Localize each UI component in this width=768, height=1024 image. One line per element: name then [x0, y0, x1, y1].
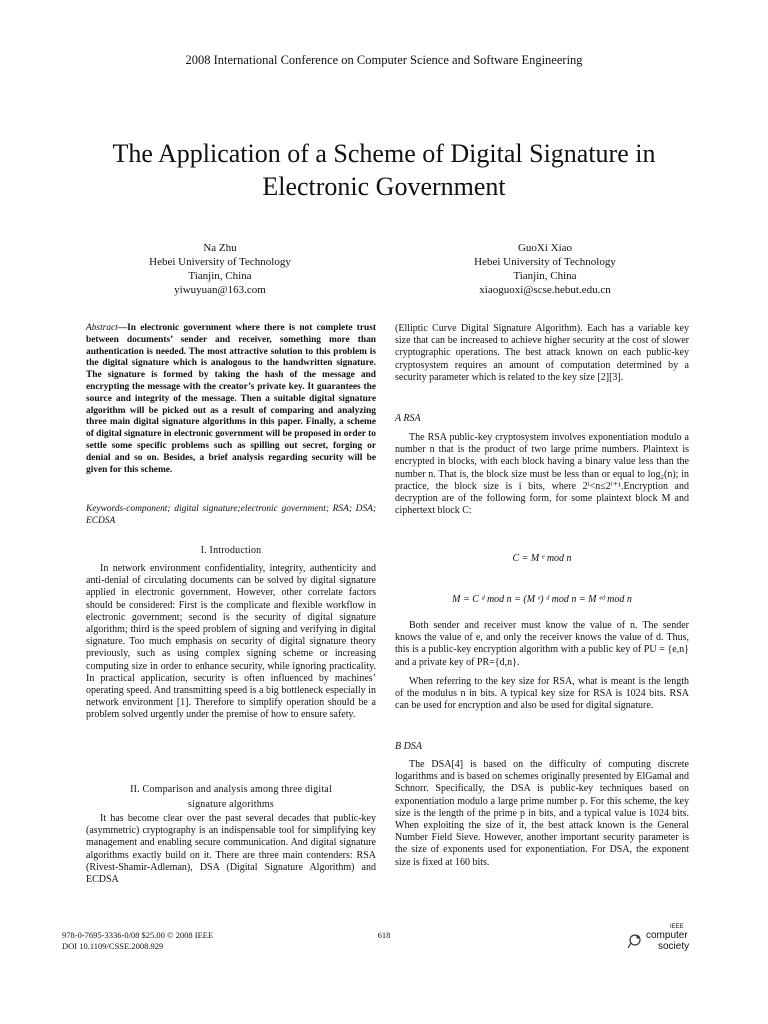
subsection-heading-rsa: A RSA [395, 413, 421, 424]
section-heading-introduction: I. Introduction [200, 545, 262, 556]
paragraph: The DSA[4] is based on the difficulty of computing discrete logarithms and is based on schemes originally presented by ElGamal and Schnorr. Specifically, the DSA is public-key techniques based on exponentiation modulo a large prime number p. For this scheme, the key size is the length of the prime p in bits, and a typical value is 1024 bits. When exploiting the size of it, the best attack known is the General Number Field Sieve. However, another important security parameter is the size of exponents used for exponentiation. For DSA, the exponent size is fixed at 160 bits. [395, 759, 689, 868]
paragraph: In network environment confidentiality, integrity, authenticity and anti-denial of circulating documents can be solved by digital signature applied in electronic government. However, other correlate factors should be considered: First is the complicate and flexible workflow in electronic government; second is the security of digital signature algorithm; third is the speed problem of signing and verifying in digital signature. Too much emphasis on security of digital signature theory previously, such as using complex signing scheme or increasing computing size in order to enhance security, while ignoring practicality. In practical application, security is often influenced by machines’ operating speed. And transmitting speed is a big bottleneck especially in network environment [1]. Therefore to simplify operation should be a problem solved urgently under the premise of how to ensure safety. [86, 563, 376, 721]
author-affiliation: Hebei University of Technology [149, 256, 291, 268]
section-heading-comparison [86, 782, 376, 812]
equation-encrypt: C = M ᵉ mod n [512, 553, 572, 564]
rsa-paragraph-1 [395, 432, 689, 517]
author-email: xiaoguoxi@scse.hebut.edu.cn [479, 284, 611, 296]
comparison-body [86, 813, 376, 886]
abstract-text: —In electronic government where there is not complete trust between documents’ sender and receiver, something more than authentication is needed. The most attractive solution to this problem is the digital signature which is analogous to the handwritten signature. The signature is formed by taking the hash of the message and encrypting the message with the creator’s private key. It guarantees the source and integrity of the message. Then a suitable digital signature algorithm will be picked out as a result of comparing and analyzing three main digital signature algorithms in this paper. Finally, a scheme of digital signature in electronic government will be proposed in order to settle some specific problems such as spilling out secret, forging or denial and so on. Besides, a brief analysis regarding security will be given for this scheme. [86, 323, 376, 475]
right-intro [395, 323, 689, 384]
heading-line: signature algorithms [188, 799, 274, 810]
rsa-paragraph-2 [395, 620, 689, 669]
paragraph: (Elliptic Curve Digital Signature Algorithm). Each has a variable key size that can be increased to achieve higher security at the cost of slower cryptographic operations. The best attack known on each public-key cryptosystem requires an amount of computation determined by a security parameter which is related to the key size [2][3]. [395, 323, 689, 383]
author-name: Na Zhu [203, 242, 237, 254]
heading-line: II. Comparison and analysis among three digital [130, 784, 332, 795]
equation-decrypt: M = C ᵈ mod n = (M ᵉ) ᵈ mod n = M ᵉᵈ mod n [452, 594, 632, 605]
abstract [86, 323, 376, 476]
author-location: Tianjin, China [188, 270, 252, 282]
author-location: Tianjin, China [513, 270, 577, 282]
author-name: GuoXi Xiao [517, 242, 573, 254]
paragraph: The RSA public-key cryptosystem involves exponentiation modulo a number n that is the product of two large prime numbers. Plaintext is encrypted in blocks, with each block having a binary value less than the number n. That is, the block size must be less than or equal to log₂(n); in practice, the block size is i bits, where 2ⁱ<n≤2ⁱ⁺¹.Encryption and decryption are of the following form, for some plaintext block M and ciphertext block C: [395, 432, 689, 517]
ieee-computer-society-logo [626, 924, 696, 954]
author-affiliation: Hebei University of Technology [474, 256, 616, 268]
isbn: 978-0-7695-3336-0/08 $25.00 © 2008 IEEE [62, 930, 214, 940]
paragraph: It has become clear over the past several decades that public-key (asymmetric) cryptography is an indispensable tool for simplifying key management and enabling secure communication. And digital signature algorithms exactly build on it. There are three main contenders: RSA (Rivest-Shamir-Adleman), DSA (Digital Signature Algorithm) and ECDSA [86, 813, 376, 886]
rsa-paragraph-3 [395, 676, 689, 713]
logo-text-society: society [658, 941, 690, 952]
footer-copyright [62, 930, 322, 952]
introduction-body [86, 563, 376, 722]
paper-title: The Application of a Scheme of Digital Signature in Electronic Government [112, 139, 656, 201]
conference-header: 2008 International Conference on Computer Science and Software Engineering [185, 53, 583, 67]
logo-text-ieee: IEEE [670, 924, 684, 930]
page-number: 618 [377, 930, 391, 940]
paragraph: Both sender and receiver must know the value of n. The sender knows the value of e, and only the receiver knows the value of d. Thus, this is a public-key encryption algorithm with a public key of PU = {e,n} and a private key of PR={d,n}. [395, 620, 689, 668]
abstract-label: Abstract [86, 323, 118, 333]
logo-text-computer: computer [646, 930, 688, 941]
author-block-1 [110, 241, 330, 297]
dsa-paragraph-1 [395, 759, 689, 869]
keywords: Keywords-component; digital signature;electronic government; RSA; DSA; ECDSA [86, 504, 376, 526]
author-block-2 [430, 241, 660, 297]
subsection-heading-dsa: B DSA [395, 741, 422, 752]
author-email: yiwuyuan@163.com [174, 284, 266, 296]
paragraph: When referring to the key size for RSA, what is meant is the length of the modulus n in bits. A typical key size for RSA is 1024 bits. RSA can be used for encryption and also be used for digital signature. [395, 676, 689, 712]
doi: DOI 10.1109/CSSE.2008.929 [62, 941, 164, 951]
